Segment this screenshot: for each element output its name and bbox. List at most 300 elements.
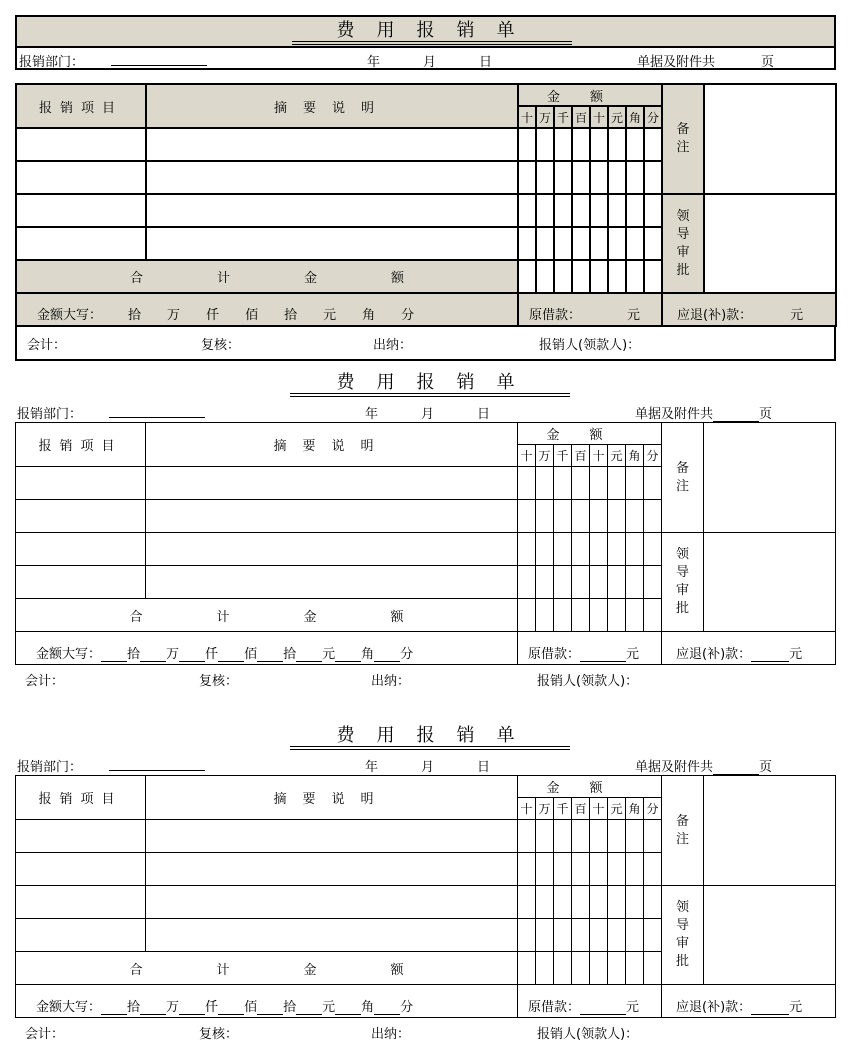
amount-digit-cell[interactable] — [518, 820, 536, 853]
col-item-header: 报销项目 — [16, 423, 146, 467]
year-label: 年 — [365, 407, 379, 422]
item-cell[interactable] — [16, 566, 146, 599]
capital-blank[interactable] — [374, 1002, 400, 1015]
amount-digit-cell[interactable] — [518, 919, 536, 952]
amount-digit-cell[interactable] — [590, 467, 608, 500]
remarks-label: 备注 — [662, 423, 704, 533]
amount-digit-cell[interactable] — [590, 161, 608, 194]
capital-unit: 元 — [323, 308, 337, 323]
digit-header-5: 元 — [608, 445, 626, 467]
amount-digit-cell[interactable] — [536, 194, 554, 227]
summary-cell[interactable] — [146, 161, 518, 194]
form-title — [15, 369, 836, 399]
summary-cell[interactable] — [146, 533, 518, 566]
day-label: 日 — [477, 407, 491, 422]
refund-row: 应退(补)款： 元 — [662, 985, 836, 1018]
total-digit-cell[interactable] — [644, 599, 662, 632]
capital-unit: 仟 — [205, 1000, 219, 1015]
accountant-label: 会计： — [25, 674, 65, 689]
capital-blank[interactable] — [297, 311, 323, 323]
amount-digit-cell[interactable] — [626, 853, 644, 886]
digit-header-6: 角 — [626, 445, 644, 467]
amount-digit-cell[interactable] — [608, 500, 626, 533]
amount-digit-cell[interactable] — [554, 194, 572, 227]
digit-header-7: 分 — [644, 445, 662, 467]
amount-digit-cell[interactable] — [554, 820, 572, 853]
capital-blank[interactable] — [179, 649, 205, 662]
claimant-label: 报销人(领款人)： — [537, 1027, 639, 1042]
amount-digit-cell[interactable] — [608, 161, 626, 194]
reviewer-label: 复核： — [199, 1027, 239, 1042]
attachments-label: 单据及附件共 页 — [637, 55, 775, 70]
total-label: 合 计 金 额 — [16, 260, 518, 293]
summary-cell[interactable] — [146, 919, 518, 952]
summary-cell[interactable] — [146, 467, 518, 500]
loan-field[interactable] — [580, 1002, 626, 1015]
amount-digit-cell[interactable] — [554, 886, 572, 919]
capital-unit: 拾 — [283, 1000, 297, 1015]
total-digit-cell[interactable] — [572, 260, 590, 293]
amount-digit-cell[interactable] — [572, 161, 590, 194]
table-row — [16, 886, 836, 919]
approval-field[interactable] — [704, 194, 836, 293]
department-label: 报销部门： — [17, 407, 83, 422]
capital-unit: 拾 — [127, 1000, 141, 1015]
amount-digit-cell[interactable] — [536, 886, 554, 919]
digit-header-7: 分 — [644, 106, 662, 128]
amount-digit-cell[interactable] — [518, 566, 536, 599]
capital-blank[interactable] — [140, 1002, 166, 1015]
amount-digit-cell[interactable] — [572, 886, 590, 919]
department-label: 报销部门： — [17, 760, 83, 775]
form-header — [15, 753, 836, 775]
digit-header-2: 千 — [554, 106, 572, 128]
capital-unit: 角 — [361, 1000, 375, 1015]
digit-header-0: 十 — [518, 445, 536, 467]
amount-digit-cell[interactable] — [554, 919, 572, 952]
summary-cell[interactable] — [146, 194, 518, 227]
capital-blank[interactable] — [101, 1002, 127, 1015]
amount-digit-cell[interactable] — [590, 194, 608, 227]
col-summary-header: 摘要说明 — [146, 423, 518, 467]
digit-header-0: 十 — [518, 798, 536, 820]
total-digit-cell[interactable] — [608, 599, 626, 632]
claimant-label: 报销人(领款人)： — [537, 674, 639, 689]
loan-row: 原借款： 元 — [518, 985, 662, 1018]
amount-digit-cell[interactable] — [572, 194, 590, 227]
digit-header-6: 角 — [626, 106, 644, 128]
digit-header-4: 十 — [590, 106, 608, 128]
signature-row — [15, 325, 836, 361]
remarks-field[interactable] — [704, 423, 836, 533]
attachments-label: 单据及附件共 页 — [635, 407, 773, 422]
summary-cell[interactable] — [146, 853, 518, 886]
amount-digit-cell[interactable] — [518, 533, 536, 566]
amount-digit-cell[interactable] — [554, 853, 572, 886]
amount-digit-cell[interactable] — [626, 194, 644, 227]
amount-digit-cell[interactable] — [518, 886, 536, 919]
total-digit-cell[interactable] — [626, 260, 644, 293]
amount-digit-cell[interactable] — [536, 128, 554, 161]
amount-digit-cell[interactable] — [626, 566, 644, 599]
summary-cell[interactable] — [146, 227, 518, 260]
total-digit-cell[interactable] — [554, 952, 572, 985]
capital-blank[interactable] — [218, 649, 244, 662]
total-digit-cell[interactable] — [608, 952, 626, 985]
digit-header-1: 万 — [536, 106, 554, 128]
reviewer-label: 复核： — [199, 674, 239, 689]
capital-unit: 分 — [400, 647, 414, 662]
amount-digit-cell[interactable] — [626, 886, 644, 919]
total-digit-cell[interactable] — [608, 260, 626, 293]
form-title-text: 费用报销单 — [336, 372, 537, 393]
total-digit-cell[interactable] — [644, 260, 662, 293]
col-amount-header: 金额 — [518, 776, 662, 798]
total-digit-cell[interactable] — [590, 260, 608, 293]
amount-digit-cell[interactable] — [572, 533, 590, 566]
summary-cell[interactable] — [146, 500, 518, 533]
form-title — [15, 15, 836, 48]
digit-header-1: 万 — [536, 798, 554, 820]
capital-blank[interactable] — [179, 1002, 205, 1015]
digit-header-3: 百 — [572, 106, 590, 128]
summary-cell[interactable] — [146, 128, 518, 161]
amount-digit-cell[interactable] — [572, 500, 590, 533]
amount-digit-cell[interactable] — [536, 853, 554, 886]
capital-unit: 分 — [401, 308, 415, 323]
amount-digit-cell[interactable] — [518, 227, 536, 260]
amount-digit-cell[interactable] — [590, 227, 608, 260]
amount-digit-cell[interactable] — [518, 194, 536, 227]
total-digit-cell[interactable] — [536, 599, 554, 632]
form-header — [15, 48, 836, 70]
amount-digit-cell[interactable] — [608, 566, 626, 599]
amount-digit-cell[interactable] — [518, 500, 536, 533]
amount-digit-cell[interactable] — [626, 467, 644, 500]
refund-row: 应退(补)款： 元 — [662, 293, 836, 326]
capital-blank[interactable] — [336, 311, 362, 323]
amount-digit-cell[interactable] — [644, 886, 662, 919]
capital-blank[interactable] — [296, 649, 322, 662]
capital-amount-row: 金额大写： 拾 万 仟 佰 拾 元 角 分 — [16, 632, 518, 665]
digit-header-6: 角 — [626, 798, 644, 820]
expense-table — [15, 83, 837, 327]
amount-digit-cell[interactable] — [626, 820, 644, 853]
digit-header-2: 千 — [554, 798, 572, 820]
amount-digit-cell[interactable] — [608, 820, 626, 853]
amount-digit-cell[interactable] — [608, 886, 626, 919]
amount-digit-cell[interactable] — [554, 533, 572, 566]
capital-unit: 佰 — [244, 647, 258, 662]
digit-header-0: 十 — [518, 106, 536, 128]
total-digit-cell[interactable] — [572, 952, 590, 985]
table-row — [16, 194, 836, 227]
amount-digit-cell[interactable] — [554, 128, 572, 161]
amount-digit-cell[interactable] — [644, 161, 662, 194]
item-cell[interactable] — [16, 467, 146, 500]
signature-row — [15, 1017, 836, 1041]
amount-digit-cell[interactable] — [572, 853, 590, 886]
col-item-header: 报销项目 — [16, 84, 146, 128]
capital-unit: 万 — [166, 1000, 180, 1015]
capital-unit: 仟 — [206, 308, 220, 323]
accountant-label: 会计： — [27, 338, 67, 353]
capital-blank[interactable] — [335, 649, 361, 662]
summary-cell[interactable] — [146, 886, 518, 919]
amount-digit-cell[interactable] — [608, 919, 626, 952]
form-header — [15, 400, 836, 422]
amount-digit-cell[interactable] — [590, 566, 608, 599]
capital-blank[interactable] — [257, 649, 283, 662]
total-digit-cell[interactable] — [518, 952, 536, 985]
capital-unit: 拾 — [128, 308, 142, 323]
amount-digit-cell[interactable] — [554, 227, 572, 260]
amount-digit-cell[interactable] — [572, 467, 590, 500]
amount-digit-cell[interactable] — [590, 853, 608, 886]
amount-digit-cell[interactable] — [644, 566, 662, 599]
refund-field[interactable] — [752, 311, 790, 323]
amount-digit-cell[interactable] — [518, 853, 536, 886]
amount-digit-cell[interactable] — [518, 161, 536, 194]
cashier-label: 出纳： — [373, 338, 413, 353]
capital-unit: 角 — [361, 647, 375, 662]
expense-table — [15, 422, 836, 665]
capital-blank[interactable] — [102, 311, 128, 323]
reviewer-label: 复核： — [201, 338, 241, 353]
item-cell[interactable] — [16, 227, 146, 260]
amount-digit-cell[interactable] — [626, 128, 644, 161]
amount-digit-cell[interactable] — [644, 194, 662, 227]
approval-field[interactable] — [704, 886, 836, 985]
loan-field[interactable] — [581, 311, 627, 323]
capital-blank[interactable] — [375, 311, 401, 323]
col-summary-header: 摘要说明 — [146, 776, 518, 820]
amount-digit-cell[interactable] — [608, 853, 626, 886]
total-digit-cell[interactable] — [590, 952, 608, 985]
amount-digit-cell[interactable] — [644, 533, 662, 566]
amount-digit-cell[interactable] — [536, 161, 554, 194]
amount-digit-cell[interactable] — [554, 161, 572, 194]
capital-unit: 仟 — [205, 647, 219, 662]
total-digit-cell[interactable] — [626, 952, 644, 985]
month-label: 月 — [421, 760, 435, 775]
total-label: 合 计 金 额 — [16, 952, 518, 985]
cashier-label: 出纳： — [371, 1027, 411, 1042]
digit-header-3: 百 — [572, 798, 590, 820]
capital-unit: 拾 — [127, 647, 141, 662]
department-field[interactable] — [109, 403, 205, 418]
expense-table — [15, 775, 836, 1018]
item-cell[interactable] — [16, 820, 146, 853]
amount-digit-cell[interactable] — [644, 919, 662, 952]
table-row — [16, 533, 836, 566]
capital-unit: 分 — [400, 1000, 414, 1015]
capital-unit: 万 — [167, 308, 181, 323]
amount-digit-cell[interactable] — [608, 194, 626, 227]
item-cell[interactable] — [16, 128, 146, 161]
remarks-field[interactable] — [704, 776, 836, 886]
amount-digit-cell[interactable] — [644, 128, 662, 161]
refund-field[interactable] — [751, 1002, 789, 1015]
summary-cell[interactable] — [146, 820, 518, 853]
item-cell[interactable] — [16, 161, 146, 194]
amount-digit-cell[interactable] — [554, 467, 572, 500]
amount-digit-cell[interactable] — [536, 500, 554, 533]
amount-digit-cell[interactable] — [626, 227, 644, 260]
accountant-label: 会计： — [25, 1027, 65, 1042]
amount-digit-cell[interactable] — [590, 128, 608, 161]
col-amount-header: 金额 — [518, 423, 662, 445]
loan-field[interactable] — [580, 649, 626, 662]
amount-digit-cell[interactable] — [626, 500, 644, 533]
amount-digit-cell[interactable] — [536, 820, 554, 853]
capital-blank[interactable] — [257, 1002, 283, 1015]
digit-header-2: 千 — [554, 445, 572, 467]
loan-row: 原借款： 元 — [518, 293, 662, 326]
total-digit-cell[interactable] — [626, 599, 644, 632]
item-cell[interactable] — [16, 533, 146, 566]
digit-header-4: 十 — [590, 798, 608, 820]
col-amount-header: 金额 — [518, 84, 662, 106]
amount-digit-cell[interactable] — [554, 566, 572, 599]
capital-blank[interactable] — [180, 311, 206, 323]
total-digit-cell[interactable] — [518, 599, 536, 632]
total-digit-cell[interactable] — [590, 599, 608, 632]
total-digit-cell[interactable] — [572, 599, 590, 632]
digit-header-5: 元 — [608, 106, 626, 128]
item-cell[interactable] — [16, 886, 146, 919]
amount-digit-cell[interactable] — [572, 820, 590, 853]
amount-digit-cell[interactable] — [608, 128, 626, 161]
capital-blank[interactable] — [140, 649, 166, 662]
amount-digit-cell[interactable] — [626, 919, 644, 952]
remarks-label: 备注 — [662, 84, 704, 194]
form-title — [15, 722, 836, 752]
refund-field[interactable] — [751, 649, 789, 662]
item-cell[interactable] — [16, 500, 146, 533]
digit-header-7: 分 — [644, 798, 662, 820]
amount-digit-cell[interactable] — [572, 128, 590, 161]
capital-unit: 佰 — [245, 308, 259, 323]
capital-unit: 拾 — [284, 308, 298, 323]
loan-row: 原借款： 元 — [518, 632, 662, 665]
total-label: 合 计 金 额 — [16, 599, 518, 632]
total-digit-cell[interactable] — [536, 952, 554, 985]
digit-header-3: 百 — [572, 445, 590, 467]
amount-digit-cell[interactable] — [626, 161, 644, 194]
amount-digit-cell[interactable] — [536, 227, 554, 260]
amount-digit-cell[interactable] — [590, 820, 608, 853]
total-digit-cell[interactable] — [554, 260, 572, 293]
amount-digit-cell[interactable] — [590, 500, 608, 533]
day-label: 日 — [477, 760, 491, 775]
amount-digit-cell[interactable] — [644, 227, 662, 260]
capital-blank[interactable] — [101, 649, 127, 662]
department-label: 报销部门： — [19, 55, 85, 70]
item-cell[interactable] — [16, 919, 146, 952]
capital-blank[interactable] — [219, 311, 245, 323]
capital-blank[interactable] — [218, 1002, 244, 1015]
amount-digit-cell[interactable] — [590, 886, 608, 919]
amount-digit-cell[interactable] — [644, 853, 662, 886]
col-item-header: 报销项目 — [16, 776, 146, 820]
amount-digit-cell[interactable] — [644, 500, 662, 533]
col-summary-header: 摘要说明 — [146, 84, 518, 128]
amount-digit-cell[interactable] — [590, 919, 608, 952]
amount-digit-cell[interactable] — [536, 533, 554, 566]
amount-digit-cell[interactable] — [554, 500, 572, 533]
item-cell[interactable] — [16, 853, 146, 886]
amount-digit-cell[interactable] — [608, 467, 626, 500]
amount-digit-cell[interactable] — [644, 820, 662, 853]
approval-label: 领导审批 — [662, 194, 704, 293]
amount-digit-cell[interactable] — [590, 533, 608, 566]
item-cell[interactable] — [16, 194, 146, 227]
form-title-text: 费用报销单 — [336, 725, 537, 746]
form-title-text: 费用报销单 — [336, 20, 537, 41]
claimant-label: 报销人(领款人)： — [539, 338, 641, 353]
digit-header-4: 十 — [590, 445, 608, 467]
amount-digit-cell[interactable] — [572, 566, 590, 599]
total-digit-cell[interactable] — [518, 260, 536, 293]
capital-blank[interactable] — [335, 1002, 361, 1015]
digit-header-5: 元 — [608, 798, 626, 820]
capital-blank[interactable] — [258, 311, 284, 323]
capital-amount-row: 金额大写： 拾 万 仟 佰 拾 元 角 分 — [16, 985, 518, 1018]
amount-digit-cell[interactable] — [644, 467, 662, 500]
signature-row — [15, 664, 836, 688]
year-label: 年 — [365, 760, 379, 775]
total-digit-cell[interactable] — [554, 599, 572, 632]
capital-unit: 万 — [166, 647, 180, 662]
amount-digit-cell[interactable] — [536, 566, 554, 599]
amount-digit-cell[interactable] — [626, 533, 644, 566]
amount-digit-cell[interactable] — [518, 128, 536, 161]
amount-digit-cell[interactable] — [572, 919, 590, 952]
amount-digit-cell[interactable] — [608, 227, 626, 260]
amount-digit-cell[interactable] — [608, 533, 626, 566]
capital-unit: 元 — [322, 1000, 336, 1015]
remarks-label: 备注 — [662, 776, 704, 886]
digit-header-1: 万 — [536, 445, 554, 467]
department-field[interactable] — [111, 51, 207, 66]
capital-blank[interactable] — [374, 649, 400, 662]
capital-blank[interactable] — [296, 1002, 322, 1015]
amount-digit-cell[interactable] — [536, 467, 554, 500]
capital-unit: 元 — [322, 647, 336, 662]
attachments-label: 单据及附件共 页 — [635, 760, 773, 775]
capital-unit: 拾 — [283, 647, 297, 662]
refund-row: 应退(补)款： 元 — [662, 632, 836, 665]
amount-digit-cell[interactable] — [572, 227, 590, 260]
day-label: 日 — [479, 55, 493, 70]
remarks-field[interactable] — [704, 84, 836, 194]
capital-unit: 佰 — [244, 1000, 258, 1015]
total-digit-cell[interactable] — [536, 260, 554, 293]
amount-digit-cell[interactable] — [536, 919, 554, 952]
department-field[interactable] — [109, 756, 205, 771]
month-label: 月 — [421, 407, 435, 422]
cashier-label: 出纳： — [371, 674, 411, 689]
amount-digit-cell[interactable] — [518, 467, 536, 500]
summary-cell[interactable] — [146, 566, 518, 599]
total-digit-cell[interactable] — [644, 952, 662, 985]
month-label: 月 — [423, 55, 437, 70]
capital-amount-row: 金额大写： 拾 万 仟 佰 拾 元 角 分 — [16, 293, 518, 326]
year-label: 年 — [367, 55, 381, 70]
approval-field[interactable] — [704, 533, 836, 632]
capital-blank[interactable] — [141, 311, 167, 323]
